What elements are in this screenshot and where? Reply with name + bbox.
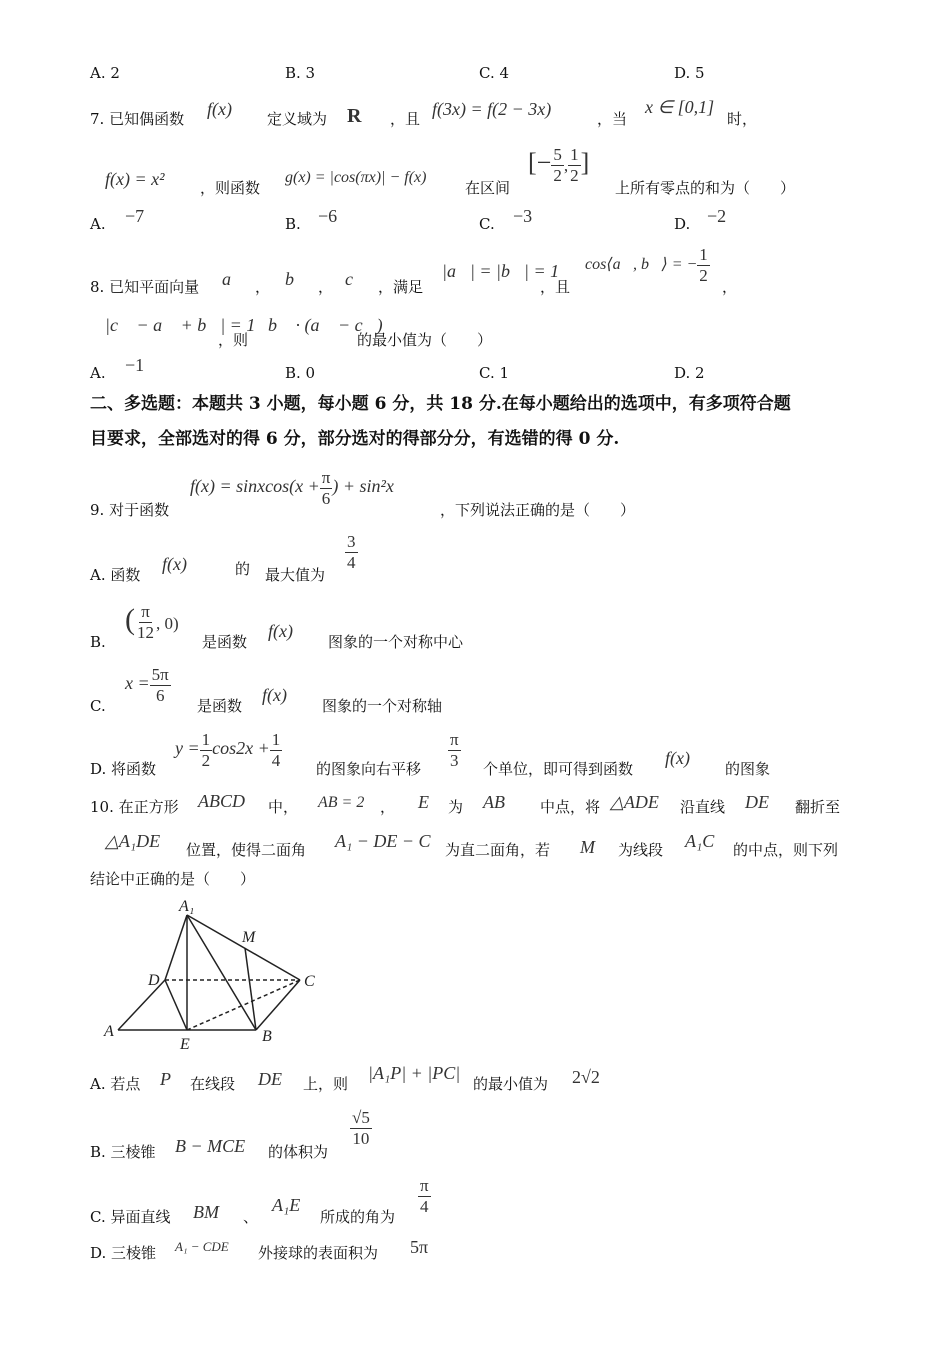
- q9-math: x = $\frac{5\pi}{6}$: [125, 665, 169, 705]
- q10-text: 为直二面角，若: [445, 841, 551, 859]
- q10-text: 所成的角为: [320, 1208, 396, 1226]
- label-m: M: [242, 929, 256, 946]
- fraction: $\frac{1}{2}$: [699, 245, 708, 285]
- q9-text: 的图象: [725, 760, 771, 778]
- q10-text: 为线段: [618, 841, 664, 859]
- label-c: C: [304, 973, 315, 990]
- q8-text: ，: [255, 278, 271, 296]
- q9-math: f(x): [268, 621, 293, 641]
- q8-option-a-value: −1: [125, 355, 145, 375]
- q9-math: f(x): [665, 748, 690, 768]
- q9-text: ，下列说法正确的是（ ）: [440, 501, 636, 519]
- q6-option-a: A. 2: [90, 64, 120, 82]
- q9-text: 9. 对于函数: [90, 501, 170, 519]
- fraction: $\frac{1}{2}$: [201, 730, 211, 770]
- q10-math: DE: [745, 792, 769, 812]
- q10-option-a: A. 若点: [90, 1075, 141, 1093]
- q10-math: 5π: [410, 1237, 429, 1257]
- q9-math: f(x) = sinxcos(x + $\frac{\pi}{6}$ ) + sin²x: [190, 468, 394, 508]
- q10-text: 外接球的表面积为: [258, 1244, 379, 1262]
- q10-text: 的中点，则下列: [733, 841, 839, 859]
- section-heading: 二、多选题：本题共 3 小题，每小题 6 分，共 18 分.在每小题给出的选项中，有多项符合题: [90, 394, 791, 414]
- q8-math: c⃗: [345, 269, 367, 289]
- q8-text: 8. 已知平面向量: [90, 278, 200, 296]
- q10-math: M: [580, 837, 595, 857]
- edge-a1-d: [165, 915, 187, 980]
- q10-text: 在线段: [190, 1075, 236, 1093]
- q9-text: 是函数: [197, 697, 243, 715]
- q7-option-c-label: C.: [479, 215, 495, 233]
- q7-text: 在区间: [465, 179, 511, 197]
- q10-text: 沿直线: [680, 798, 726, 816]
- edge-a1-c: [187, 915, 300, 980]
- q8-text: ，: [722, 278, 738, 296]
- q10-text: 、: [243, 1208, 259, 1226]
- q8-option-c: C. 1: [479, 364, 510, 382]
- q10-option-b: B. 三棱锥: [90, 1143, 156, 1161]
- q8-option-d: D. 2: [674, 364, 705, 382]
- q10-text: 为: [448, 798, 464, 816]
- q7-text: 时，: [727, 110, 758, 128]
- q9-text: 图象的一个对称轴: [322, 697, 443, 715]
- q9-option-c: C.: [90, 697, 106, 715]
- q10-math: B − MCE: [175, 1136, 246, 1156]
- q7-text: 上所有零点的和为（ ）: [615, 179, 796, 197]
- fraction: $\frac{√5}{10}$: [352, 1108, 370, 1148]
- q7-text: ，且: [390, 110, 421, 128]
- q8-text: 的最小值为（ ）: [357, 331, 493, 349]
- label-a1: A₁: [179, 898, 195, 915]
- q9-text: 是函数: [202, 633, 248, 651]
- q10-math: BM: [193, 1202, 219, 1222]
- q7-math: g(x) = |cos(πx)| − f(x): [285, 169, 427, 186]
- q8-option-b: B. 0: [285, 364, 316, 382]
- q9-option-d: D. 将函数: [90, 760, 157, 778]
- q7-interval: [− $\frac{5}{2}$ , $\frac{1}{2}$ ]: [528, 145, 590, 185]
- section-heading: 目要求，全部选对的得 6 分，部分选对的得部分分，有选错的得 0 分.: [90, 429, 620, 449]
- label-e: E: [180, 1036, 190, 1053]
- q10-math: AB: [483, 792, 505, 812]
- q10-text: 上，则: [303, 1075, 349, 1093]
- edge-b-c: [256, 980, 300, 1030]
- q7-option-b-label: B.: [285, 215, 301, 233]
- q9-text: 的: [235, 560, 251, 578]
- q9-option-b: B.: [90, 633, 106, 651]
- q10-math: |A₁P| + |PC|: [368, 1063, 461, 1083]
- q10-math: △A₁DE: [105, 831, 161, 851]
- q7-text: 定义域为: [267, 110, 328, 128]
- q10-text: 中点，将: [540, 798, 601, 816]
- fraction: $\frac{1}{2}$: [570, 145, 579, 185]
- q8-math: |c⃗ − a⃗ + b⃗| = 1: [105, 315, 256, 335]
- q7-option-d-label: D.: [674, 215, 691, 233]
- q10-text: 中，: [268, 798, 299, 816]
- q10-text: 的最小值为: [473, 1075, 549, 1093]
- q7-math: f(3x) = f(2 − 3x): [432, 99, 552, 119]
- q7-math: R: [347, 105, 362, 127]
- q10-math: P: [160, 1069, 171, 1089]
- q9-math: f(x): [162, 554, 187, 574]
- q10-option-c: C. 异面直线: [90, 1208, 171, 1226]
- label-d: D: [148, 972, 160, 989]
- label-a: A: [104, 1023, 114, 1040]
- q9-math: ( $\frac{\pi}{12}$ , 0): [125, 602, 179, 642]
- q8-text: ，则: [218, 331, 249, 349]
- q10-text: 位置，使得二面角: [186, 841, 307, 859]
- q8-text: ，满足: [378, 278, 424, 296]
- q7-math: f(x) = x²: [105, 169, 165, 189]
- q9-text: 的图象向右平移: [316, 760, 422, 778]
- q8-math: b⃗: [285, 269, 309, 289]
- q8-math: cos⟨a⃗, b⃗⟩ = − $\frac{1}{2}$: [585, 245, 708, 285]
- fraction: $\frac{5}{2}$: [553, 145, 562, 185]
- edge-m-b: [245, 948, 256, 1030]
- q6-option-c: C. 4: [479, 64, 510, 82]
- q8-text: ，且: [540, 278, 571, 296]
- q10-math: ABCD: [198, 791, 245, 811]
- q8-text: ，: [318, 278, 334, 296]
- q8-math: a⃗: [222, 269, 246, 289]
- q7-option-b-value: −6: [318, 206, 338, 226]
- q7-option-a-label: A.: [90, 215, 106, 233]
- edge-e-c-hidden: [187, 980, 300, 1030]
- q10-text: 翻折至: [795, 798, 841, 816]
- q10-text: ，: [380, 798, 396, 816]
- fraction: $\frac{\pi}{3}$: [450, 730, 459, 770]
- q10-math: A₁ − CDE: [175, 1239, 229, 1254]
- q9-text: 图象的一个对称中心: [328, 633, 464, 651]
- label-b: B: [262, 1028, 272, 1045]
- q9-option-a: A. 函数: [90, 566, 141, 584]
- q10-math: AB = 2: [318, 794, 365, 811]
- fraction: $\frac{\pi}{4}$: [420, 1176, 429, 1216]
- q8-math: b⃗ · (a⃗ − c⃗): [268, 315, 383, 335]
- q7-text: 7. 已知偶函数: [90, 110, 185, 128]
- q10-math: A₁C: [685, 831, 715, 851]
- fraction: $\frac{\pi}{12}$: [137, 602, 154, 642]
- q6-option-b: B. 3: [285, 64, 316, 82]
- fraction: $\frac{1}{4}$: [271, 730, 281, 770]
- q10-text: 10. 在正方形: [90, 798, 179, 816]
- q10-math: DE: [258, 1069, 282, 1089]
- q9-text: 个单位，即可得到函数: [483, 760, 634, 778]
- fraction: $\frac{5\pi}{6}$: [151, 665, 169, 705]
- q10-math: 2√2: [572, 1067, 600, 1087]
- q7-text: ，则函数: [200, 179, 261, 197]
- q8-option-a-label: A.: [90, 364, 106, 382]
- q10-math: △ADE: [610, 792, 659, 812]
- q10-math: A₁E: [272, 1195, 301, 1215]
- q10-math: A₁ − DE − C: [335, 831, 431, 851]
- q10-text: 结论中正确的是（ ）: [90, 870, 256, 888]
- q9-math: y = $\frac{1}{2}$ cos2x + $\frac{1}{4}$: [175, 730, 281, 770]
- fraction: $\frac{3}{4}$: [347, 532, 356, 572]
- q6-option-d: D. 5: [674, 64, 705, 82]
- q7-option-c-value: −3: [513, 206, 533, 226]
- q7-math: f(x): [207, 99, 232, 119]
- q10-option-d: D. 三棱锥: [90, 1244, 157, 1262]
- q9-text: 最大值为: [265, 566, 326, 584]
- q7-text: ，当: [597, 110, 628, 128]
- fraction: $\frac{\pi}{6}$: [321, 468, 331, 508]
- q7-option-a-value: −7: [125, 206, 145, 226]
- q9-math: f(x): [262, 685, 287, 705]
- q8-math: |a⃗| = |b⃗| = 1: [442, 261, 560, 281]
- q10-text: 的体积为: [268, 1143, 329, 1161]
- q7-option-d-value: −2: [707, 206, 727, 226]
- q7-math: x ∈ [0,1]: [645, 97, 715, 117]
- q10-math: E: [418, 792, 429, 812]
- edge-d-e: [165, 980, 187, 1030]
